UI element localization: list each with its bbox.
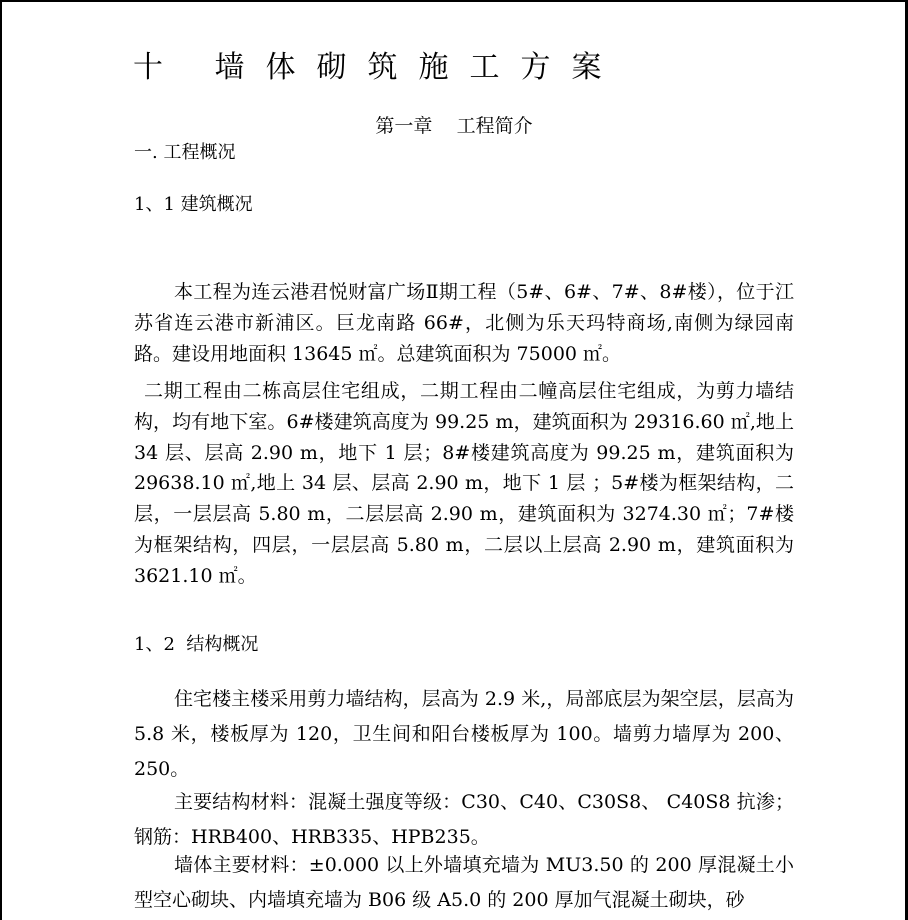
paragraph-wall-materials: 墙体主要材料：±0.000 以上外墙填充墙为 MU3.50 的 200 厚混凝土小型空心砌块、内墙填充墙为 B06 级 A5.0 的 200 厚加气混凝土砌块，砂 bbox=[134, 854, 794, 911]
chapter-heading: 第一章 工程简介 bbox=[375, 115, 533, 137]
paragraph-structural-materials: 主要结构材料：混凝土强度等级：C30、C40、C30S8、 C40S8 抗渗；钢筋：HRB400、HRB335、HPB235。 bbox=[134, 791, 794, 848]
section-heading-1-1: 1、1 建筑概况 bbox=[134, 194, 253, 215]
page-border-top bbox=[0, 0, 908, 2]
document-title: 十 墙体砌筑施工方案 bbox=[133, 50, 623, 85]
section-heading-1-2: 1、2 结构概况 bbox=[134, 634, 259, 655]
paragraph-phase-two-text: 二期工程由二栋高层住宅组成，二期工程由二幢高层住宅组成，为剪力墙结构，均有地下室。6#楼建筑高度为 99.25 m，建筑面积为 29316.60 ㎡,地上 34 层、层高 2.90 m，地下 1 层；8#楼建筑高度为 99.25 m，建筑面积为 29638.10 ㎡,地上 34 层、层高 2.90 m，地下 1 层 ；5#楼为框架结构，二层，一层层高 5.80 m，二层层高 2.90 m，建筑面积为 3274.30 ㎡；7#楼为框架结构，四层，一层层高 5.80 m，二层以上层高 2.90 m，建筑面积为 3621.10 ㎡。 bbox=[134, 380, 794, 587]
paragraph-structure-overview: 住宅楼主楼采用剪力墙结构，层高为 2.9 米,，局部底层为架空层，层高为 5.8 米，楼板厚为 120，卫生间和阳台楼板厚为 100。墙剪力墙厚为 200、250。 bbox=[134, 688, 794, 780]
section-heading-1: 一. 工程概况 bbox=[134, 142, 236, 163]
page-border-left bbox=[0, 0, 2, 920]
paragraph-building-overview: 本工程为连云港君悦财富广场Ⅱ期工程（5#、6#、7#、8#楼），位于江苏省连云港市新浦区。巨龙南路 66#，北侧为乐天玛特商场,南侧为绿园南路。建设用地面积 13645 ㎡。总建筑面积为 75000 ㎡。 bbox=[134, 281, 794, 365]
paragraph-phase-two bbox=[134, 376, 794, 592]
